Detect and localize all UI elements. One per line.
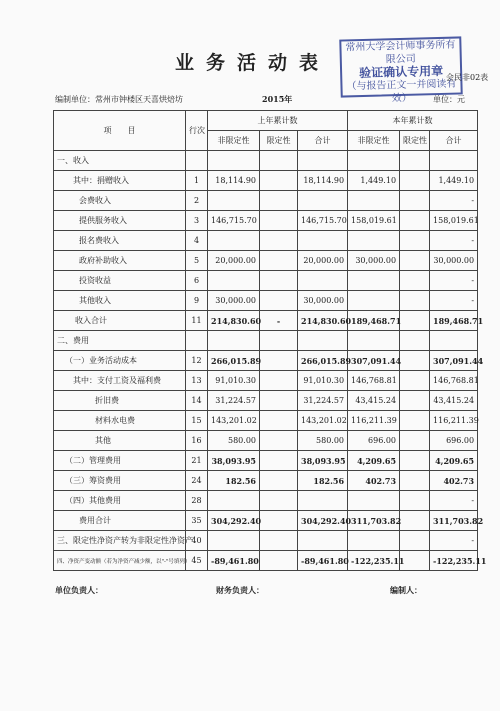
curr-restricted-cell xyxy=(400,191,430,211)
curr-unrestricted-cell: 158,019.61 xyxy=(348,211,400,231)
prev-unrestricted-cell: 266,015.89 xyxy=(208,351,260,371)
prev-total-cell xyxy=(298,191,348,211)
table-row xyxy=(54,551,478,571)
curr-total-cell: 1,449.10 xyxy=(430,171,478,191)
row-label: （三）筹资费用 xyxy=(54,471,186,491)
prev-total-cell xyxy=(298,151,348,171)
prev-restricted-cell xyxy=(260,391,298,411)
curr-restricted-cell xyxy=(400,391,430,411)
prev-unrestricted-cell: 38,093.95 xyxy=(208,451,260,471)
prev-restricted-cell: - xyxy=(260,311,298,331)
item-header: 项 目 xyxy=(54,111,186,151)
curr-total-cell: - xyxy=(430,191,478,211)
curr-restricted-cell xyxy=(400,431,430,451)
prev-unrestricted-cell: 146,715.70 xyxy=(208,211,260,231)
prev-unrestricted-cell xyxy=(208,231,260,251)
curr-restricted-cell xyxy=(400,251,430,271)
prev-total-cell: 266,015.89 xyxy=(298,351,348,371)
row-number: 2 xyxy=(186,191,208,211)
table-row xyxy=(54,351,478,371)
curr-total-cell: 146,768.81 xyxy=(430,371,478,391)
table-row xyxy=(54,291,478,311)
table-row xyxy=(54,211,478,231)
row-label: 三、限定性净资产转为非限定性净资产 xyxy=(54,531,186,551)
prev-restricted-cell xyxy=(260,191,298,211)
prev-unrestricted-cell: 304,292.40 xyxy=(208,511,260,531)
curr-total-cell xyxy=(430,151,478,171)
curr-unrestricted-cell xyxy=(348,191,400,211)
prev-total-cell: 214,830.60 xyxy=(298,311,348,331)
table-row xyxy=(54,171,478,191)
row-label: （二）管理费用 xyxy=(54,451,186,471)
row-number: 9 xyxy=(186,291,208,311)
prev-total-cell: 182.56 xyxy=(298,471,348,491)
curr-unrestricted-cell: 311,703.82 xyxy=(348,511,400,531)
curr-total-header: 合计 xyxy=(430,131,478,151)
prev-total-cell: 91,010.30 xyxy=(298,371,348,391)
curr-restricted-cell xyxy=(400,551,430,571)
curr-total-cell: 116,211.39 xyxy=(430,411,478,431)
table-row xyxy=(54,511,478,531)
curr-unrestricted-header: 非限定性 xyxy=(348,131,400,151)
curr-total-cell: 4,209.65 xyxy=(430,451,478,471)
prev-restricted-cell xyxy=(260,331,298,351)
curr-total-cell: 189,468.71 xyxy=(430,311,478,331)
curr-total-cell: - xyxy=(430,231,478,251)
curr-restricted-cell xyxy=(400,311,430,331)
prev-unrestricted-cell: 30,000.00 xyxy=(208,291,260,311)
prev-total-cell xyxy=(298,531,348,551)
prev-restricted-cell xyxy=(260,531,298,551)
row-label: 其中：支付工资及福利费 xyxy=(54,371,186,391)
table-row xyxy=(54,191,478,211)
prev-total-cell: 304,292.40 xyxy=(298,511,348,531)
curr-unrestricted-cell: 30,000.00 xyxy=(348,251,400,271)
row-label: （一）业务活动成本 xyxy=(54,351,186,371)
curr-unrestricted-cell: 307,091.44 xyxy=(348,351,400,371)
curr-total-cell: 158,019.61 xyxy=(430,211,478,231)
table-row xyxy=(54,251,478,271)
curr-restricted-cell xyxy=(400,211,430,231)
table-row xyxy=(54,431,478,451)
row-label: 其他 xyxy=(54,431,186,451)
stamp-line-1: 常州大学会计师事务所有限公司 xyxy=(345,39,456,66)
row-no-header: 行次 xyxy=(186,111,208,151)
row-label: 费用合计 xyxy=(54,511,186,531)
prev-unrestricted-cell: 214,830.60 xyxy=(208,311,260,331)
prev-unrestricted-cell: 31,224.57 xyxy=(208,391,260,411)
org-label: 编制单位：常州市钟楼区天喜烘焙坊 xyxy=(55,95,183,104)
row-number xyxy=(186,151,208,171)
row-label: 收入合计 xyxy=(54,311,186,331)
table-row xyxy=(54,451,478,471)
table-row xyxy=(54,371,478,391)
curr-total-cell: - xyxy=(430,491,478,511)
prev-restricted-cell xyxy=(260,451,298,471)
prev-unrestricted-cell xyxy=(208,331,260,351)
stamp-line-3: （与报告正文一并阅读有效） xyxy=(346,78,457,105)
prev-total-cell: -89,461.80 xyxy=(298,551,348,571)
table-row xyxy=(54,391,478,411)
curr-unrestricted-cell xyxy=(348,231,400,251)
prev-total-cell xyxy=(298,491,348,511)
row-number: 3 xyxy=(186,211,208,231)
prev-total-cell: 30,000.00 xyxy=(298,291,348,311)
prev-total-cell: 146,715.70 xyxy=(298,211,348,231)
row-number: 40 xyxy=(186,531,208,551)
table-row xyxy=(54,471,478,491)
curr-restricted-cell xyxy=(400,471,430,491)
row-label: 会费收入 xyxy=(54,191,186,211)
row-label: 折旧费 xyxy=(54,391,186,411)
prev-restricted-cell xyxy=(260,351,298,371)
curr-total-cell: 43,415.24 xyxy=(430,391,478,411)
prev-restricted-cell xyxy=(260,291,298,311)
table-row xyxy=(54,411,478,431)
finance-head-label: 财务负责人： xyxy=(216,585,264,595)
prev-unrestricted-cell: 580.00 xyxy=(208,431,260,451)
curr-year-header: 本年累计数 xyxy=(348,111,478,131)
prev-restricted-cell xyxy=(260,551,298,571)
prev-total-cell xyxy=(298,271,348,291)
prev-total-cell xyxy=(298,331,348,351)
prev-total-header: 合计 xyxy=(298,131,348,151)
prev-unrestricted-header: 非限定性 xyxy=(208,131,260,151)
table-row xyxy=(54,491,478,511)
curr-restricted-cell xyxy=(400,231,430,251)
curr-restricted-cell xyxy=(400,491,430,511)
prev-total-cell: 20,000.00 xyxy=(298,251,348,271)
curr-restricted-cell xyxy=(400,371,430,391)
curr-total-cell: 402.73 xyxy=(430,471,478,491)
curr-unrestricted-cell xyxy=(348,531,400,551)
curr-restricted-cell xyxy=(400,451,430,471)
prev-unrestricted-cell: 20,000.00 xyxy=(208,251,260,271)
curr-unrestricted-cell xyxy=(348,491,400,511)
activity-table xyxy=(53,110,487,571)
curr-restricted-cell xyxy=(400,331,430,351)
curr-total-cell: 696.00 xyxy=(430,431,478,451)
prev-total-cell: 31,224.57 xyxy=(298,391,348,411)
prev-total-cell: 18,114.90 xyxy=(298,171,348,191)
curr-total-cell: - xyxy=(430,291,478,311)
prev-total-cell: 580.00 xyxy=(298,431,348,451)
prev-restricted-cell xyxy=(260,151,298,171)
row-label: 四、净资产变动额（若为净资产减少额，以"-"号填列） xyxy=(54,551,186,571)
row-number: 35 xyxy=(186,511,208,531)
prev-restricted-cell xyxy=(260,211,298,231)
table-row xyxy=(54,311,478,331)
curr-unrestricted-cell xyxy=(348,151,400,171)
prev-unrestricted-cell: 143,201.02 xyxy=(208,411,260,431)
prev-restricted-cell xyxy=(260,431,298,451)
curr-restricted-cell xyxy=(400,171,430,191)
curr-unrestricted-cell: 43,415.24 xyxy=(348,391,400,411)
prev-unrestricted-cell: 18,114.90 xyxy=(208,171,260,191)
report-title: 业务活动表 xyxy=(175,52,331,74)
row-label: 报名费收入 xyxy=(54,231,186,251)
prev-restricted-cell xyxy=(260,411,298,431)
row-label: （四）其他费用 xyxy=(54,491,186,511)
table-row xyxy=(54,231,478,251)
prev-restricted-cell xyxy=(260,271,298,291)
row-number: 24 xyxy=(186,471,208,491)
curr-unrestricted-cell xyxy=(348,331,400,351)
curr-unrestricted-cell: 189,468.71 xyxy=(348,311,400,331)
curr-total-cell: 30,000.00 xyxy=(430,251,478,271)
row-label: 材料水电费 xyxy=(54,411,186,431)
row-number: 6 xyxy=(186,271,208,291)
prev-total-cell: 38,093.95 xyxy=(298,451,348,471)
row-label: 提供服务收入 xyxy=(54,211,186,231)
row-number: 1 xyxy=(186,171,208,191)
curr-total-cell: -122,235.11 xyxy=(430,551,478,571)
prev-restricted-cell xyxy=(260,491,298,511)
row-number: 16 xyxy=(186,431,208,451)
curr-unrestricted-cell: 402.73 xyxy=(348,471,400,491)
row-number: 28 xyxy=(186,491,208,511)
prev-year-header: 上年累计数 xyxy=(208,111,348,131)
row-number xyxy=(186,331,208,351)
row-number: 13 xyxy=(186,371,208,391)
row-number: 45 xyxy=(186,551,208,571)
curr-unrestricted-cell xyxy=(348,291,400,311)
prev-restricted-cell xyxy=(260,231,298,251)
row-label: 政府补助收入 xyxy=(54,251,186,271)
table-row xyxy=(54,271,478,291)
row-label: 其他收入 xyxy=(54,291,186,311)
stamp-line-2: 验证确认专用章 xyxy=(358,63,444,81)
curr-unrestricted-cell: -122,235.11 xyxy=(348,551,400,571)
row-number: 21 xyxy=(186,451,208,471)
curr-restricted-cell xyxy=(400,511,430,531)
prev-restricted-cell xyxy=(260,471,298,491)
table-row xyxy=(54,151,478,171)
row-number: 5 xyxy=(186,251,208,271)
curr-restricted-cell xyxy=(400,351,430,371)
row-number: 12 xyxy=(186,351,208,371)
row-label: 投资收益 xyxy=(54,271,186,291)
prev-unrestricted-cell xyxy=(208,151,260,171)
prev-restricted-cell xyxy=(260,251,298,271)
curr-total-cell: 307,091.44 xyxy=(430,351,478,371)
form-number: 会民非02表 xyxy=(446,73,489,82)
curr-restricted-cell xyxy=(400,291,430,311)
curr-restricted-cell xyxy=(400,151,430,171)
prev-total-cell: 143,201.02 xyxy=(298,411,348,431)
row-number: 15 xyxy=(186,411,208,431)
curr-total-cell xyxy=(430,331,478,351)
prev-unrestricted-cell xyxy=(208,491,260,511)
curr-restricted-cell xyxy=(400,411,430,431)
preparer-label: 编制人： xyxy=(390,585,422,595)
curr-unrestricted-cell xyxy=(348,271,400,291)
prev-restricted-cell xyxy=(260,171,298,191)
curr-total-cell: - xyxy=(430,531,478,551)
curr-restricted-header: 限定性 xyxy=(400,131,430,151)
row-label: 其中：捐赠收入 xyxy=(54,171,186,191)
prev-total-cell xyxy=(298,231,348,251)
row-label: 一、收入 xyxy=(54,151,186,171)
prev-unrestricted-cell xyxy=(208,271,260,291)
table-row xyxy=(54,331,478,351)
row-number: 11 xyxy=(186,311,208,331)
curr-total-cell: 311,703.82 xyxy=(430,511,478,531)
prev-unrestricted-cell: -89,461.80 xyxy=(208,551,260,571)
table-row xyxy=(54,531,478,551)
prev-restricted-cell xyxy=(260,511,298,531)
row-number: 14 xyxy=(186,391,208,411)
report-year: 2015年 xyxy=(262,94,293,104)
curr-unrestricted-cell: 146,768.81 xyxy=(348,371,400,391)
curr-restricted-cell xyxy=(400,531,430,551)
curr-total-cell: - xyxy=(430,271,478,291)
currency-unit: 单位：元 xyxy=(433,95,465,104)
curr-unrestricted-cell: 1,449.10 xyxy=(348,171,400,191)
curr-unrestricted-cell: 4,209.65 xyxy=(348,451,400,471)
row-label: 二、费用 xyxy=(54,331,186,351)
prev-unrestricted-cell: 91,010.30 xyxy=(208,371,260,391)
row-number: 4 xyxy=(186,231,208,251)
curr-restricted-cell xyxy=(400,271,430,291)
prev-unrestricted-cell: 182.56 xyxy=(208,471,260,491)
curr-unrestricted-cell: 116,211.39 xyxy=(348,411,400,431)
prev-unrestricted-cell xyxy=(208,531,260,551)
prev-restricted-header: 限定性 xyxy=(260,131,298,151)
prev-unrestricted-cell xyxy=(208,191,260,211)
curr-unrestricted-cell: 696.00 xyxy=(348,431,400,451)
unit-head-label: 单位负责人： xyxy=(55,585,103,595)
prev-restricted-cell xyxy=(260,371,298,391)
